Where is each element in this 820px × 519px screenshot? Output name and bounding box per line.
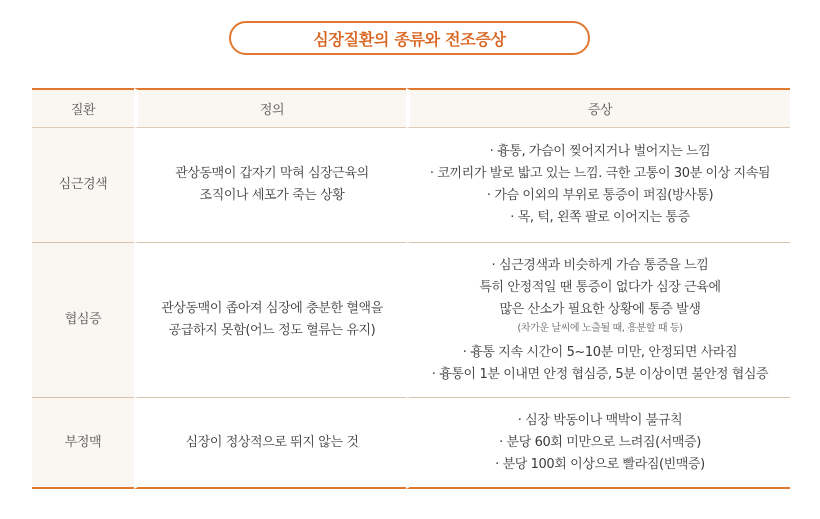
symptoms-cell [406,243,790,398]
definition-line: 공급하지 못함(어느 정도 혈류는 유지) [168,323,376,338]
symptom-line: · 심장 박동이나 맥박이 불규칙 [517,412,683,428]
symptoms-cell [406,398,790,489]
header-disease: 질환 [32,88,134,128]
symptom-line: · 목, 턱, 왼쪽 팔로 이어지는 통증 [510,210,690,225]
symptom-line: · 분당 60회 미만으로 느려짐(서맥증) [499,434,701,450]
symptom-line: · 흉통, 가슴이 찢어지거나 벌어지는 느낌 [489,144,711,159]
disease-name: 부정맥 [32,398,134,489]
definition-line: 관상동맥이 갑자기 막혀 심장근육의 [175,166,369,181]
table-row [32,243,790,398]
symptom-note: (차가운 날씨에 노출될 때, 흥분할 때 등) [517,322,683,334]
symptom-line: · 흉통 지속 시간이 5~10분 미만, 안정되면 사라짐 [462,344,738,360]
definition-cell [134,243,406,398]
symptom-line: 특히 안정적일 땐 통증이 없다가 심장 근육에 [479,279,721,295]
disease-name: 협심증 [32,243,134,398]
symptom-line: · 분당 100회 이상으로 빨라짐(빈맥증) [495,456,705,472]
definition-cell [134,398,406,489]
header-symptoms: 증상 [406,88,790,128]
symptom-line: · 흉통이 1분 이내면 안정 협심증, 5분 이상이면 불안정 협심증 [431,366,769,382]
symptom-line: · 코끼리가 발로 밟고 있는 느낌. 극한 고통이 30분 이상 지속됨 [429,166,771,181]
symptom-line: · 가슴 이외의 부위로 통증이 퍼짐(방사통) [486,188,714,203]
header-definition: 정의 [134,88,406,128]
definition-line: 관상동맥이 좁아져 심장에 충분한 혈액을 [161,301,383,316]
definition-line: 조직이나 세포가 죽는 상황 [199,188,345,203]
disease-table [32,88,790,489]
page-title: 심장질환의 종류와 전조증상 [229,21,590,55]
disease-name: 심근경색 [32,128,134,243]
definition-line: 심장이 정상적으로 뛰지 않는 것 [185,434,359,450]
table-row [32,128,790,243]
symptom-line: · 심근경색과 비슷하게 가슴 통증을 느낌 [491,257,709,273]
table-header-row [32,88,790,128]
definition-cell [134,128,406,243]
symptom-line: 많은 산소가 필요한 상황에 통증 발생 [499,301,701,317]
table-row [32,398,790,489]
symptoms-cell [406,128,790,243]
